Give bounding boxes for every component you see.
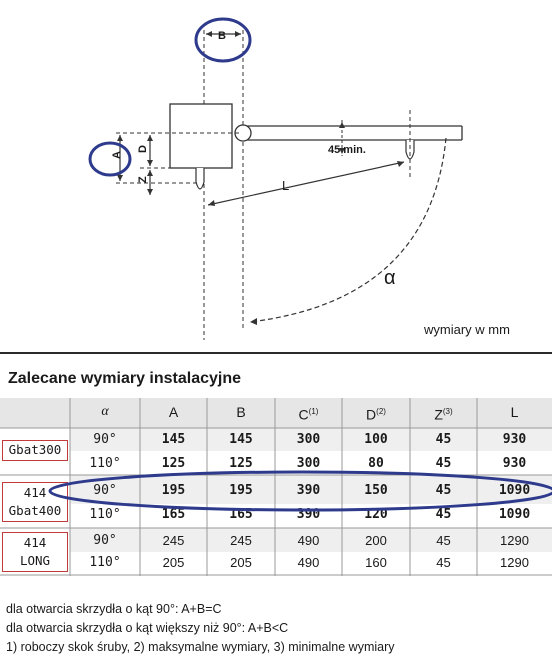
header-z-sup: (3) <box>442 407 453 416</box>
table-cell: 45 <box>435 432 452 447</box>
table-cell: 110° <box>89 507 121 522</box>
units-note: wymiary w mm <box>424 322 510 337</box>
table-cell: 90° <box>93 483 117 498</box>
table-cell: 195 <box>229 483 253 498</box>
note-line: dla otwarcia skrzydła o kąt 90°: A+B=C <box>6 602 222 616</box>
notes <box>6 600 395 657</box>
table-cell: 45 <box>436 533 451 548</box>
table-cell: 930 <box>502 456 527 471</box>
table-cell: 165 <box>229 507 253 522</box>
table-cell: 90° <box>93 533 117 548</box>
header-alpha: α <box>101 404 109 419</box>
model-line: LONG <box>19 553 51 568</box>
header-d <box>342 398 410 428</box>
table-cell: 120 <box>364 507 388 522</box>
table-cell: 100 <box>364 432 388 447</box>
table-cell: 45 <box>435 456 452 471</box>
label-l: L <box>282 178 290 193</box>
table-cell: 160 <box>365 555 387 570</box>
table-cell: 125 <box>161 456 186 471</box>
table-cell: 245 <box>230 533 252 548</box>
table-cell: 930 <box>502 432 527 447</box>
model-414-long <box>2 532 68 572</box>
table-cell: 45 <box>435 483 452 498</box>
label-45-min: 45 min. <box>328 144 366 156</box>
table-cell: 390 <box>296 507 321 522</box>
header-b: B <box>236 404 246 420</box>
model-line: 414 <box>23 485 47 500</box>
header-c <box>275 398 342 428</box>
note-line: 1) roboczy skok śruby, 2) maksymalne wymiary, 3) minimalne wymiary <box>6 640 395 654</box>
model-line: 414 <box>23 535 47 550</box>
table-cell: 145 <box>161 432 186 447</box>
dimensions-table <box>0 398 552 576</box>
table-cell: 390 <box>296 483 321 498</box>
header-d-sup: (2) <box>376 407 386 416</box>
header-c-sup: (1) <box>308 407 319 416</box>
label-alpha: α <box>384 267 396 289</box>
table-cell: 45 <box>435 507 452 522</box>
table-cell: 145 <box>229 432 253 447</box>
header-l: L <box>510 404 519 420</box>
label-a: A <box>111 151 123 159</box>
label-d: D <box>137 145 149 153</box>
table-cell: 200 <box>365 533 387 548</box>
table-cell: 150 <box>364 483 388 498</box>
table-cell: 195 <box>161 483 186 498</box>
header-c-base: C <box>298 406 309 423</box>
table-cell: 125 <box>229 456 253 471</box>
header-z <box>410 398 477 428</box>
note-line: dla otwarcia skrzydła o kąt większy niż 90°: A+B<C <box>6 621 289 635</box>
table-cell: 300 <box>296 432 321 447</box>
header-z-base: Z <box>434 406 443 423</box>
table-cell: 300 <box>296 456 321 471</box>
table-cell: 205 <box>230 555 252 570</box>
table-cell: 80 <box>368 456 384 471</box>
section-title: Zalecane wymiary instalacyjne <box>8 370 242 387</box>
table-cell: 110° <box>89 555 121 570</box>
table-cell: 490 <box>297 555 320 570</box>
header-d-base: D <box>366 406 377 423</box>
model-line: Gbat300 <box>8 442 62 457</box>
model-line: Gbat400 <box>8 503 62 518</box>
table-cell: 490 <box>297 533 320 548</box>
a-highlight-circle <box>90 143 130 175</box>
table-cell: 165 <box>161 507 186 522</box>
table-cell: 45 <box>436 555 451 570</box>
label-b: B <box>218 30 226 42</box>
table-cell: 1290 <box>500 533 529 548</box>
label-z: Z <box>137 176 149 183</box>
table-cell: 110° <box>89 456 121 471</box>
table-cell: 245 <box>162 533 185 548</box>
table-cell: 1090 <box>498 483 531 498</box>
table-cell: 205 <box>162 555 185 570</box>
table-cell: 90° <box>93 432 117 447</box>
model-414-gbat400 <box>2 482 68 522</box>
divider <box>0 352 552 354</box>
table-cell: 1290 <box>500 555 529 570</box>
table-cell: 1090 <box>498 507 531 522</box>
model-gbat300 <box>2 440 68 461</box>
header-a: A <box>168 404 179 420</box>
